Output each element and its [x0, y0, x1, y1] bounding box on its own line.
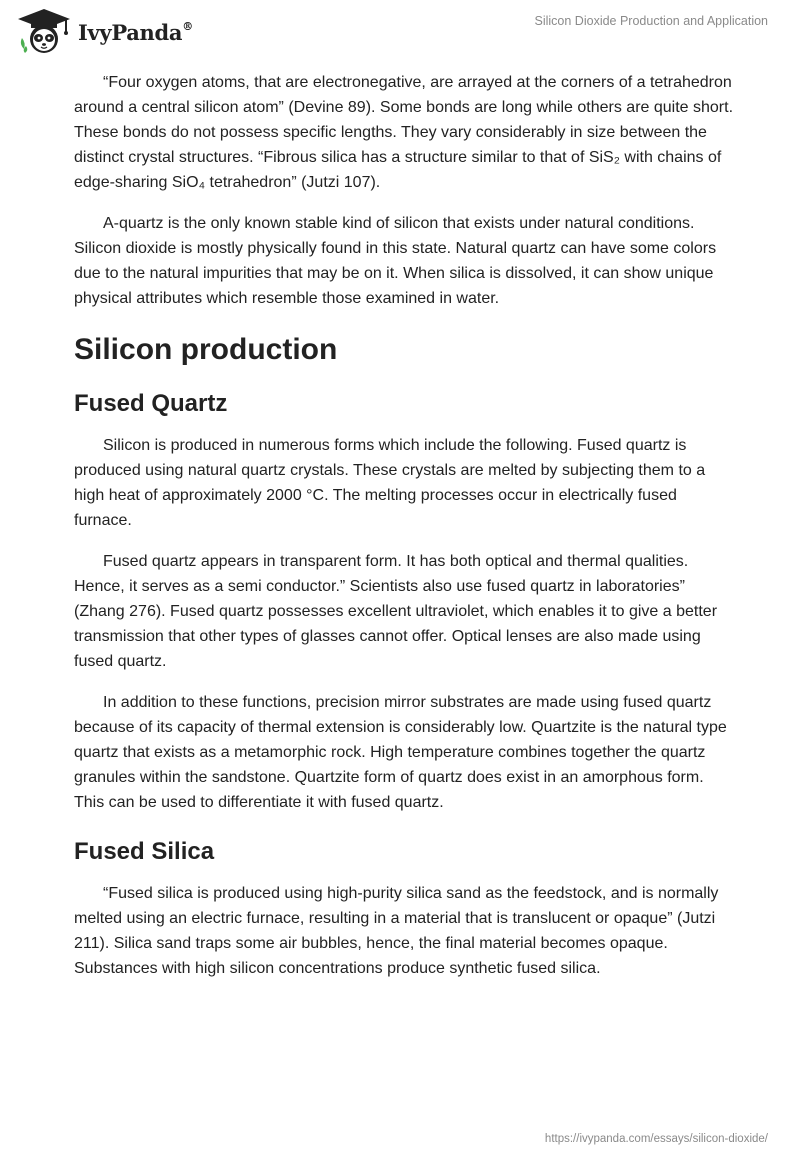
essay-body [74, 70, 734, 997]
heading-fused-quartz: Fused Quartz [74, 390, 228, 417]
paragraph-fused-quartz-properties: Fused quartz appears in transparent form. It has both optical and thermal qualities. Hence, it serves as a semi conductor.” Scientists also use fused quartz in laboratories” (Zhang 276). Fused quartz possesses excellent ultraviolet, which enables it to give a better transmission that other types of glasses cannot offer. Optical lenses are also made using fused quartz. [74, 553, 718, 670]
paragraph-fused-quartz-production: Silicon is produced in numerous forms which include the following. Fused quartz is produced using natural quartz crystals. These crystals are melted by subjecting them to a high heat of approximately 2000 °C. The melting processes occur in electrically fused furnace. [74, 437, 706, 529]
paragraph-tetrahedron: “Four oxygen atoms, that are electronegative, are arrayed at the corners of a tetrahedron around a central silicon atom” (Devine 89). Some bonds are long while others are quite short. These bonds do not possess specific lengths. They vary considerably in size between the distinct crystal structures. “Fibrous silica has a structure similar to that of SiS₂ with chains of edge-sharing SiO₄ tetrahedron” (Jutzi 107). [74, 74, 734, 191]
paragraph-fused-silica: “Fused silica is produced using high-purity silica sand as the feedstock, and is normally melted using an electric furnace, resulting in a material that is translucent or opaque” (Jutzi 211). Silica sand traps some air bubbles, hence, the final material becomes opaque. Substances with high silicon concentrations produce synthetic fused silica. [74, 885, 719, 977]
paragraph-fused-quartz-uses: In addition to these functions, precision mirror substrates are made using fused quartz because of its capacity of thermal extension is considerably low. Quartzite is the natural type quartz that exists as a metamorphic rock. High temperature combines together the quartz granules within the sandstone. Quartzite form of quartz does exist in an amorphous form. This can be used to differentiate it with fused quartz. [74, 694, 727, 811]
ivypanda-logo[interactable] [16, 8, 193, 54]
heading-fused-silica: Fused Silica [74, 838, 215, 865]
heading-silicon-production: Silicon production [74, 333, 338, 366]
source-url[interactable]: https://ivypanda.com/essays/silicon-dioxide/ [544, 1133, 768, 1145]
panda-graduate-icon [16, 8, 72, 54]
paragraph-a-quartz: A-quartz is the only known stable kind of silicon that exists under natural conditions. Silicon dioxide is mostly physically found in this state. Natural quartz can have some colors due to the natural impurities that may be on it. When silica is dissolved, it can show unique physical attributes which resemble those examined in water. [74, 215, 717, 307]
logo-text: IvyPanda® [78, 19, 193, 45]
page-header [0, 0, 800, 60]
registered-mark: ® [182, 19, 193, 33]
document-title: Silicon Dioxide Production and Application [534, 14, 768, 28]
